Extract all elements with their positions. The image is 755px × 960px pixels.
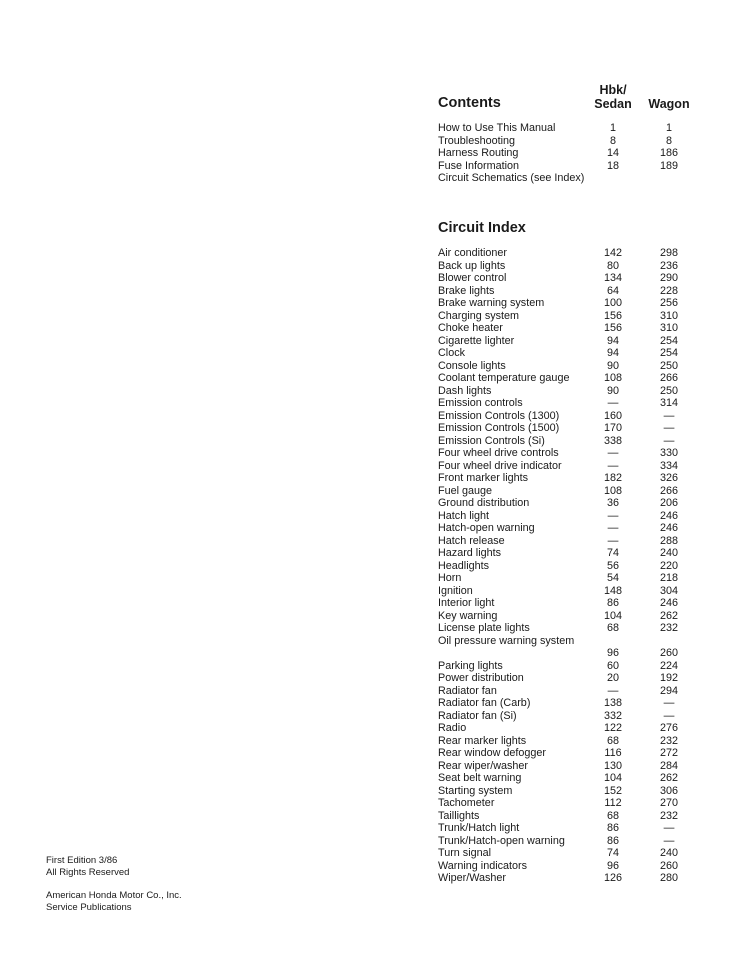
index-row-label: Hatch release bbox=[438, 534, 505, 547]
index-row-hbk-page: 96 bbox=[606, 859, 619, 872]
index-row-label: Rear window defogger bbox=[438, 747, 547, 759]
index-row bbox=[438, 460, 708, 473]
index-row-wagon-page: 298 bbox=[659, 247, 678, 259]
index-row-label: Ground distribution bbox=[438, 497, 530, 509]
index-row-label: Parking lights bbox=[438, 659, 503, 672]
index-row-wagon-page: 310 bbox=[659, 309, 678, 322]
index-row bbox=[438, 472, 708, 485]
index-row-hbk-page: 54 bbox=[606, 572, 619, 584]
index-row-wagon-page: 240 bbox=[659, 547, 678, 559]
index-row-label: How to Use This Manual bbox=[438, 122, 556, 134]
index-row-wagon-page: 306 bbox=[659, 784, 678, 797]
index-row-hbk-page: 90 bbox=[606, 359, 619, 372]
column-header-hbk-line1: Hbk/ bbox=[599, 83, 627, 97]
index-row bbox=[438, 435, 708, 448]
index-row-hbk-page: 90 bbox=[606, 384, 619, 397]
index-row-hbk-page: 138 bbox=[603, 697, 622, 709]
edition-text: First Edition 3/86 bbox=[46, 855, 118, 866]
index-row bbox=[438, 585, 708, 598]
index-row bbox=[438, 422, 708, 435]
index-row-hbk-page: 170 bbox=[603, 422, 622, 434]
index-row-wagon-page: 192 bbox=[659, 672, 678, 684]
index-row-wagon-page: — bbox=[663, 834, 675, 847]
index-row-wagon-page: 1 bbox=[665, 122, 672, 134]
index-row-label: License plate lights bbox=[438, 622, 530, 634]
index-row-wagon-page: 260 bbox=[659, 859, 678, 872]
index-row-wagon-page: 260 bbox=[659, 647, 678, 659]
index-row-label: Wiper/Washer bbox=[438, 872, 506, 884]
index-row-hbk-page: 134 bbox=[603, 272, 622, 284]
index-row-label: Back up lights bbox=[438, 259, 506, 272]
rights-text: All Rights Reserved bbox=[46, 867, 130, 878]
index-row bbox=[438, 622, 708, 635]
index-row-wagon-page: — bbox=[663, 822, 675, 834]
index-row-hbk-page: 100 bbox=[603, 297, 622, 309]
index-row-label: Warning indicators bbox=[438, 859, 528, 872]
index-row bbox=[438, 797, 708, 810]
index-row-label: Harness Routing bbox=[438, 147, 519, 159]
index-row bbox=[438, 147, 708, 160]
index-row bbox=[438, 397, 708, 410]
index-row bbox=[438, 172, 708, 197]
index-row-hbk-page: — bbox=[607, 684, 619, 697]
index-row bbox=[438, 360, 708, 373]
index-row-hbk-page: 56 bbox=[606, 559, 619, 572]
index-row-label: Clock bbox=[438, 347, 465, 359]
index-row-wagon-page: 330 bbox=[659, 447, 678, 459]
index-row-wagon-page: — bbox=[663, 709, 675, 722]
index-row-wagon-page: 266 bbox=[659, 484, 678, 497]
index-row-hbk-page: 74 bbox=[606, 547, 619, 559]
index-row-wagon-page: 256 bbox=[659, 297, 678, 309]
index-row-label: Taillights bbox=[438, 809, 480, 822]
index-row-hbk-page: 126 bbox=[603, 872, 622, 884]
index-row-wagon-page: 280 bbox=[659, 872, 678, 884]
index-row-wagon-page: 254 bbox=[659, 334, 678, 347]
index-row-label: Rear marker lights bbox=[438, 734, 527, 747]
index-row-label: Console lights bbox=[438, 359, 506, 372]
index-row bbox=[438, 610, 708, 623]
index-row-label: Dash lights bbox=[438, 384, 492, 397]
index-row-wagon-page: 232 bbox=[659, 734, 678, 747]
index-row-hbk-page: 112 bbox=[604, 797, 622, 809]
index-row-label: Coolant temperature gauge bbox=[438, 372, 570, 384]
index-row-label: Emission Controls (Si) bbox=[438, 434, 545, 447]
index-row-label: Hatch light bbox=[438, 509, 490, 522]
index-row bbox=[438, 760, 708, 773]
index-row-wagon-page: 334 bbox=[659, 459, 678, 472]
index-row bbox=[438, 635, 708, 660]
index-row-label: Air conditioner bbox=[438, 247, 508, 259]
index-row-label: Charging system bbox=[438, 309, 520, 322]
index-row-wagon-page: 326 bbox=[659, 472, 678, 484]
index-row-hbk-page: 80 bbox=[606, 259, 619, 272]
index-row-wagon-page: 250 bbox=[659, 359, 678, 372]
index-row-label: Seat belt warning bbox=[438, 772, 522, 784]
index-row bbox=[438, 772, 708, 785]
index-row bbox=[438, 860, 708, 873]
index-row bbox=[438, 335, 708, 348]
index-row-hbk-page: 94 bbox=[606, 334, 619, 347]
index-row-label: Power distribution bbox=[438, 672, 524, 684]
index-row bbox=[438, 722, 708, 735]
index-row-wagon-page: — bbox=[663, 422, 675, 434]
index-row-wagon-page: 224 bbox=[659, 659, 678, 672]
index-row bbox=[438, 547, 708, 560]
index-row bbox=[438, 822, 708, 835]
index-row-hbk-page: 122 bbox=[603, 722, 622, 734]
index-row-hbk-page: — bbox=[607, 509, 619, 522]
index-row-hbk-page: 156 bbox=[603, 309, 622, 322]
index-row bbox=[438, 685, 708, 698]
index-row-label: Cigarette lighter bbox=[438, 334, 515, 347]
index-row-label: Ignition bbox=[438, 584, 473, 597]
index-row-hbk-page: 338 bbox=[603, 434, 622, 447]
index-row-hbk-page: 332 bbox=[603, 709, 622, 722]
index-row-wagon-page: 262 bbox=[659, 609, 678, 622]
index-row bbox=[438, 160, 708, 173]
index-row-label: Turn signal bbox=[438, 847, 492, 859]
index-row bbox=[438, 872, 708, 885]
index-row-wagon-page: 250 bbox=[659, 384, 678, 397]
index-row bbox=[438, 122, 708, 135]
edition-notice bbox=[46, 855, 129, 879]
index-row-label: Brake warning system bbox=[438, 297, 545, 309]
index-row bbox=[438, 497, 708, 510]
index-row bbox=[438, 672, 708, 685]
publisher-info bbox=[46, 890, 182, 914]
index-row-hbk-page: 20 bbox=[606, 672, 619, 684]
index-row-hbk-page: — bbox=[607, 522, 619, 534]
index-row-label: Emission Controls (1500) bbox=[438, 422, 560, 434]
column-header-wagon: Wagon bbox=[648, 97, 690, 111]
index-row-wagon-page: 284 bbox=[659, 759, 678, 772]
index-row bbox=[438, 310, 708, 323]
index-row bbox=[438, 410, 708, 423]
index-row bbox=[438, 835, 708, 848]
division-text: Service Publications bbox=[46, 902, 132, 913]
index-row-label: Radio bbox=[438, 722, 467, 734]
index-row-wagon-page: 272 bbox=[659, 747, 678, 759]
index-row-wagon-page: 186 bbox=[659, 147, 678, 159]
index-row bbox=[438, 747, 708, 760]
index-row-hbk-page: 68 bbox=[606, 734, 619, 747]
index-row bbox=[438, 510, 708, 523]
index-row-hbk-page: 148 bbox=[603, 584, 622, 597]
index-row-label: Radiator fan bbox=[438, 684, 497, 697]
index-row-hbk-page: 1 bbox=[609, 122, 616, 134]
index-row bbox=[438, 285, 708, 298]
index-row-hbk-page: 86 bbox=[606, 822, 619, 834]
index-row bbox=[438, 385, 708, 398]
index-row-wagon-page: 189 bbox=[659, 159, 678, 172]
index-row-label: Four wheel drive controls bbox=[438, 447, 559, 459]
contents-title: Contents bbox=[438, 95, 501, 111]
index-row-label: Headlights bbox=[438, 559, 490, 572]
index-row-label: Radiator fan (Carb) bbox=[438, 697, 531, 709]
index-row bbox=[438, 597, 708, 610]
index-row-hbk-page: 68 bbox=[606, 809, 619, 822]
circuit-index-title: Circuit Index bbox=[438, 220, 526, 236]
index-row-wagon-page: 310 bbox=[659, 322, 678, 334]
circuit-index-list bbox=[438, 247, 708, 885]
index-row-label: Choke heater bbox=[438, 322, 503, 334]
index-row-label: Circuit Schematics (see Index) bbox=[438, 172, 585, 184]
index-row-hbk-page: — bbox=[607, 397, 619, 409]
index-row-hbk-page: — bbox=[607, 459, 619, 472]
index-row-hbk-page: 8 bbox=[609, 134, 616, 147]
index-row-label: Hazard lights bbox=[438, 547, 502, 559]
index-row-hbk-page: 156 bbox=[603, 322, 622, 334]
index-row-label: Radiator fan (Si) bbox=[438, 709, 517, 722]
index-row-hbk-page: 60 bbox=[606, 659, 619, 672]
index-row-label: Troubleshooting bbox=[438, 134, 516, 147]
index-row-label: Horn bbox=[438, 572, 462, 584]
index-row-hbk-page: 14 bbox=[606, 147, 619, 159]
index-row-hbk-page: 108 bbox=[603, 484, 622, 497]
index-row-label: Emission Controls (1300) bbox=[438, 409, 560, 422]
index-row-hbk-page: 86 bbox=[606, 834, 619, 847]
index-row-hbk-page: 182 bbox=[603, 472, 622, 484]
index-row-wagon-page: 240 bbox=[659, 847, 678, 859]
index-row-wagon-page: 270 bbox=[659, 797, 678, 809]
index-row-hbk-page: 160 bbox=[603, 409, 622, 422]
index-row-wagon-page: 276 bbox=[659, 722, 678, 734]
index-row-label: Emission controls bbox=[438, 397, 523, 409]
index-row-label: Brake lights bbox=[438, 284, 495, 297]
index-row-hbk-page: 142 bbox=[603, 247, 622, 259]
index-row bbox=[438, 785, 708, 798]
column-header-hbk-sedan bbox=[588, 83, 638, 111]
index-row-wagon-page: — bbox=[663, 434, 675, 447]
index-row-label: Oil pressure warning system bbox=[438, 634, 575, 647]
index-row-hbk-page: 36 bbox=[606, 497, 619, 509]
contents-list bbox=[438, 122, 708, 197]
index-row-hbk-page: 96 bbox=[606, 647, 619, 659]
company-text: American Honda Motor Co., Inc. bbox=[46, 890, 182, 901]
index-row bbox=[438, 847, 708, 860]
index-row-hbk-page: 104 bbox=[603, 609, 622, 622]
index-row-hbk-page: 104 bbox=[603, 772, 622, 784]
index-row-wagon-page: 246 bbox=[659, 597, 678, 609]
index-row-label: Fuse Information bbox=[438, 159, 520, 172]
index-row-label: Tachometer bbox=[438, 797, 495, 809]
index-row-wagon-page: 304 bbox=[659, 584, 678, 597]
index-row bbox=[438, 710, 708, 723]
index-row-hbk-page: 130 bbox=[603, 759, 622, 772]
index-row-wagon-page: 206 bbox=[659, 497, 678, 509]
index-row-label: Trunk/Hatch light bbox=[438, 822, 520, 834]
index-row-label: Starting system bbox=[438, 784, 513, 797]
index-row-label: Trunk/Hatch-open warning bbox=[438, 834, 565, 847]
index-row bbox=[438, 135, 708, 148]
index-row-hbk-page: 64 bbox=[606, 284, 619, 297]
index-row-wagon-page: — bbox=[663, 409, 675, 422]
index-row-wagon-page: 290 bbox=[659, 272, 678, 284]
index-row-hbk-page: 18 bbox=[606, 159, 619, 172]
index-row bbox=[438, 260, 708, 273]
index-row-label: Fuel gauge bbox=[438, 484, 493, 497]
index-row bbox=[438, 572, 708, 585]
index-row bbox=[438, 735, 708, 748]
index-row-wagon-page: 262 bbox=[659, 772, 678, 784]
index-row bbox=[438, 347, 708, 360]
index-row bbox=[438, 297, 708, 310]
index-row-wagon-page: 246 bbox=[659, 509, 678, 522]
index-row-wagon-page: 228 bbox=[659, 284, 678, 297]
index-row bbox=[438, 697, 708, 710]
index-row-wagon-page: 254 bbox=[659, 347, 678, 359]
index-row-hbk-page: — bbox=[607, 534, 619, 547]
index-row-wagon-page: 288 bbox=[659, 534, 678, 547]
index-row-wagon-page: 8 bbox=[665, 134, 672, 147]
index-row-hbk-page: 94 bbox=[606, 347, 619, 359]
index-row bbox=[438, 535, 708, 548]
index-row-label: Blower control bbox=[438, 272, 507, 284]
index-row-hbk-page: 86 bbox=[606, 597, 619, 609]
index-row-hbk-page: 68 bbox=[606, 622, 619, 634]
column-header-hbk-line2: Sedan bbox=[594, 97, 632, 111]
index-row-wagon-page: 266 bbox=[659, 372, 678, 384]
index-row bbox=[438, 447, 708, 460]
index-row-wagon-page: 246 bbox=[659, 522, 678, 534]
index-row bbox=[438, 485, 708, 498]
index-row-hbk-page: 108 bbox=[603, 372, 622, 384]
index-row bbox=[438, 560, 708, 573]
index-row-wagon-page: — bbox=[663, 697, 675, 709]
index-row bbox=[438, 810, 708, 823]
index-row-label: Front marker lights bbox=[438, 472, 528, 484]
index-row bbox=[438, 372, 708, 385]
index-row-wagon-page: 232 bbox=[659, 809, 678, 822]
index-row-label: Rear wiper/washer bbox=[438, 759, 529, 772]
index-row-hbk-page: 152 bbox=[603, 784, 622, 797]
index-row bbox=[438, 522, 708, 535]
index-row-hbk-page: — bbox=[607, 447, 619, 459]
index-row-wagon-page: 314 bbox=[659, 397, 678, 409]
index-row-wagon-page: 232 bbox=[659, 622, 678, 634]
index-row bbox=[438, 272, 708, 285]
index-row-label: Interior light bbox=[438, 597, 495, 609]
index-row bbox=[438, 322, 708, 335]
index-row-hbk-page: 74 bbox=[606, 847, 619, 859]
index-row-label: Four wheel drive indicator bbox=[438, 459, 562, 472]
index-row bbox=[438, 660, 708, 673]
index-row-wagon-page: 218 bbox=[659, 572, 678, 584]
index-row-wagon-page: 220 bbox=[659, 559, 678, 572]
index-row-label: Key warning bbox=[438, 609, 498, 622]
index-row-wagon-page: 236 bbox=[659, 259, 678, 272]
index-row-wagon-page: 294 bbox=[659, 684, 678, 697]
index-row bbox=[438, 247, 708, 260]
index-row-hbk-page: 116 bbox=[604, 747, 622, 759]
index-row-label: Hatch-open warning bbox=[438, 522, 535, 534]
